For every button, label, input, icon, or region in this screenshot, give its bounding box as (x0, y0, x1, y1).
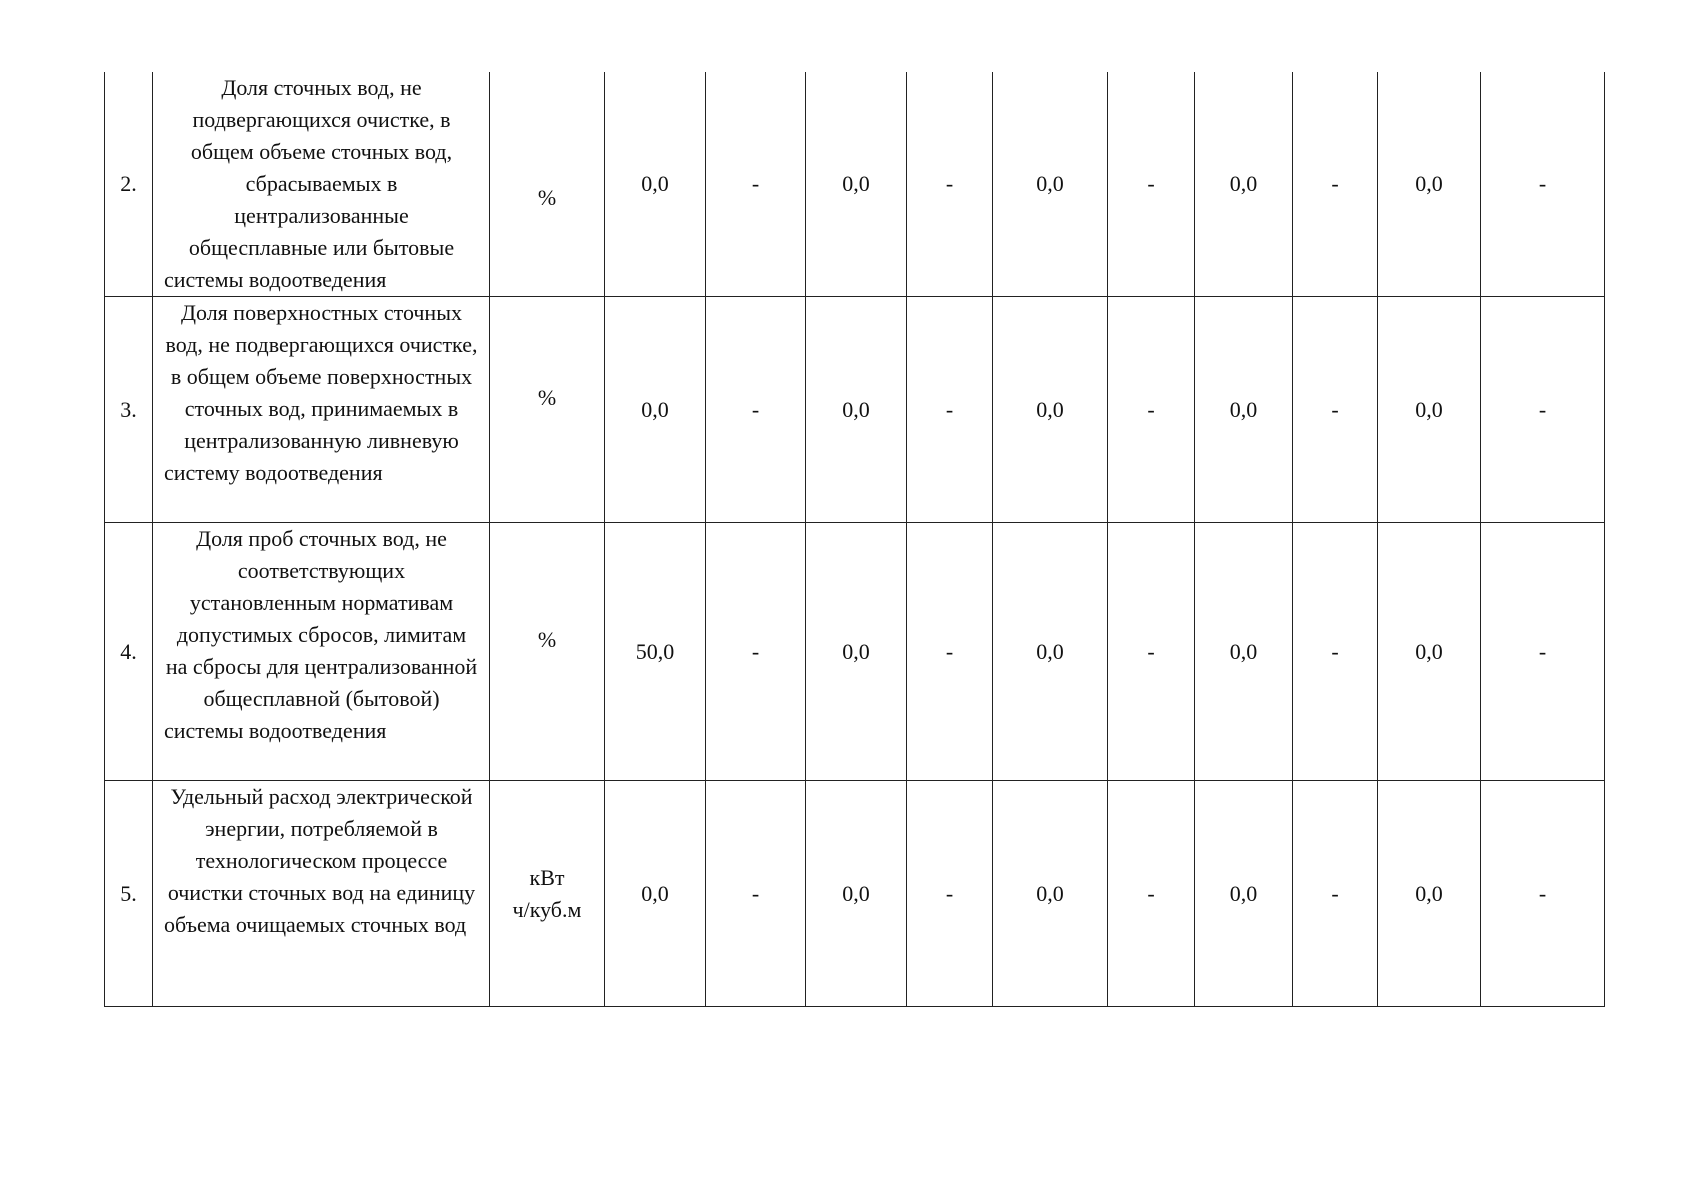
row-description: Доля сточных вод, не подвергающихся очистке, в общем объеме сточных вод, сбрасываемых в централизованные общесплавные или бытовые системы водоотведения (153, 72, 490, 297)
row-description: Удельный расход электрической энергии, потребляемой в технологическом процессе очистки сточных вод на единицу объема очищаемых сточных вод (153, 781, 490, 1007)
table-row (105, 523, 1605, 781)
table-row (105, 781, 1605, 1007)
value-cell: 0,0 (1195, 72, 1293, 297)
value-cell: - (907, 72, 993, 297)
value-cell: - (1293, 297, 1378, 523)
value-cell: 0,0 (605, 781, 706, 1007)
value-cell: 0,0 (993, 72, 1108, 297)
value-cell: - (1481, 297, 1605, 523)
value-cell: 0,0 (993, 781, 1108, 1007)
indicators-table (104, 72, 1605, 1007)
row-number: 2. (105, 72, 153, 297)
row-unit (490, 781, 605, 1007)
row-unit: % (490, 523, 605, 781)
unit-line-2: ч/куб.м (512, 896, 582, 922)
value-cell: 0,0 (806, 297, 907, 523)
row-unit: % (490, 297, 605, 523)
table-row (105, 297, 1605, 523)
value-cell: - (1481, 72, 1605, 297)
row-unit: % (490, 72, 605, 297)
value-cell: - (1108, 523, 1195, 781)
value-cell: - (1481, 523, 1605, 781)
value-cell: 0,0 (806, 781, 907, 1007)
value-cell: - (1293, 781, 1378, 1007)
value-cell: - (1108, 72, 1195, 297)
value-cell: - (907, 781, 993, 1007)
row-number: 3. (105, 297, 153, 523)
row-number: 4. (105, 523, 153, 781)
row-description: Доля проб сточных вод, не соответствующих установленным нормативам допустимых сбросов, лимитам на сбросы для централизованной общесплавной (бытовой) системы водоотведения (153, 523, 490, 781)
value-cell: - (907, 297, 993, 523)
value-cell: - (1293, 523, 1378, 781)
value-cell: 50,0 (605, 523, 706, 781)
value-cell: - (1108, 297, 1195, 523)
value-cell: 0,0 (806, 523, 907, 781)
table-row (105, 72, 1605, 297)
row-number: 5. (105, 781, 153, 1007)
unit-line-1: кВт (529, 864, 565, 890)
value-cell: 0,0 (806, 72, 907, 297)
value-cell: 0,0 (993, 297, 1108, 523)
value-cell: - (706, 72, 806, 297)
value-cell: 0,0 (1195, 523, 1293, 781)
row-description: Доля поверхностных сточных вод, не подвергающихся очистке, в общем объеме поверхностных сточных вод, принимаемых в централизованную ливневую систему водоотведения (153, 297, 490, 523)
value-cell: 0,0 (993, 523, 1108, 781)
value-cell: 0,0 (1195, 781, 1293, 1007)
value-cell: - (706, 297, 806, 523)
value-cell: - (907, 523, 993, 781)
value-cell: 0,0 (1378, 297, 1481, 523)
value-cell: - (706, 523, 806, 781)
value-cell: 0,0 (605, 297, 706, 523)
value-cell: 0,0 (605, 72, 706, 297)
value-cell: 0,0 (1195, 297, 1293, 523)
value-cell: - (1108, 781, 1195, 1007)
value-cell: 0,0 (1378, 523, 1481, 781)
value-cell: - (1481, 781, 1605, 1007)
value-cell: 0,0 (1378, 781, 1481, 1007)
value-cell: 0,0 (1378, 72, 1481, 297)
value-cell: - (1293, 72, 1378, 297)
value-cell: - (706, 781, 806, 1007)
